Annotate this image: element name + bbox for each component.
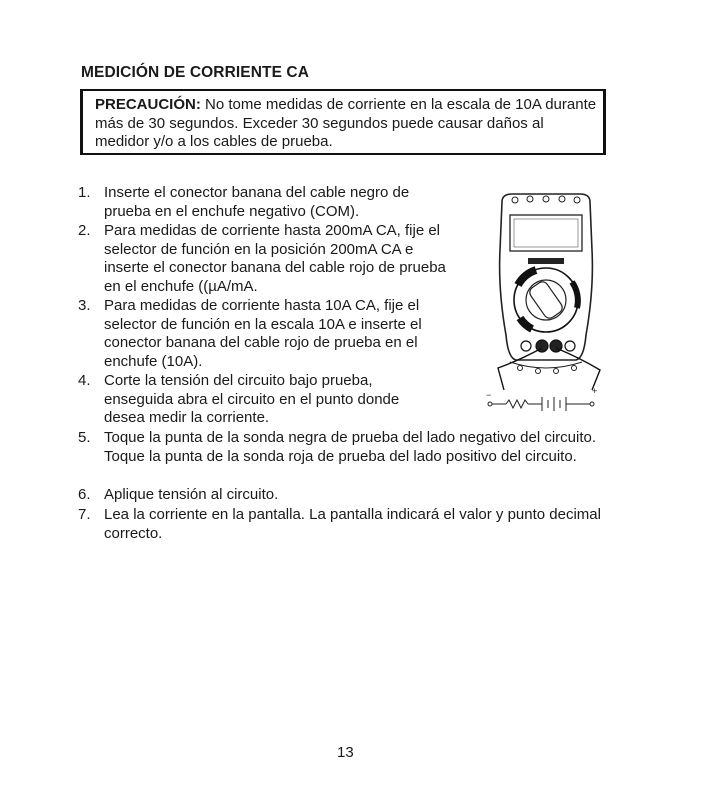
- step-text: Para medidas de corriente hasta 10A CA, fije el selector de función en la escala 10A e inserte el conector banana del cable rojo de prueba en el enchufe (10A).: [104, 297, 422, 370]
- caution-body: No tome medidas de corriente en la escala de 10A durante más de 30 segundos. Exceder 30 segundos puede causar daños al medidor y/o a los cables de prueba.: [95, 96, 597, 150]
- caution-box: [80, 89, 606, 155]
- multimeter-illustration: [480, 190, 615, 415]
- step-number: 1.: [78, 184, 91, 201]
- step-number: 2.: [78, 222, 91, 239]
- section-title: MEDICIÓN DE CORRIENTE CA: [81, 64, 310, 81]
- page-number: 13: [337, 744, 354, 761]
- step-number: 5.: [78, 429, 91, 446]
- step-number: 4.: [78, 372, 91, 389]
- caution-text: [95, 96, 600, 152]
- step-text: Corte la tensión del circuito bajo prueba, enseguida abra el circuito en el punto donde desea medir la corriente.: [104, 372, 400, 426]
- step-text: [104, 429, 624, 466]
- caution-label: PRECAUCIÓN:: [95, 96, 201, 113]
- step-number: 6.: [78, 486, 91, 503]
- step-number: 3.: [78, 297, 91, 314]
- step-number: 7.: [78, 506, 91, 523]
- plus-label: +: [592, 386, 598, 396]
- step-text: Inserte el conector banana del cable negro de prueba en el enchufe negativo (COM).: [104, 184, 410, 220]
- step-text-line2: Toque la punta de la sonda roja de prueba del lado positivo del circuito.: [104, 447, 577, 465]
- step-text: Aplique tensión al circuito.: [104, 486, 279, 503]
- step-text-line1: Toque la punta de la sonda negra de prueba del lado negativo del circuito.: [104, 429, 597, 446]
- display-screen-icon: [510, 215, 582, 251]
- step-text: Para medidas de corriente hasta 200mA CA, fije el selector de función en la posición 200mA CA e inserte el conector banana del cable rojo de prueba en el enchufe ((µA/mA.: [104, 222, 446, 295]
- brand-strip-icon: [528, 258, 564, 264]
- minus-label: −: [486, 390, 492, 400]
- circuit-schematic-icon: [488, 397, 594, 411]
- step-text: Lea la corriente en la pantalla. La pantalla indicará el valor y punto decimal correcto.: [104, 506, 601, 542]
